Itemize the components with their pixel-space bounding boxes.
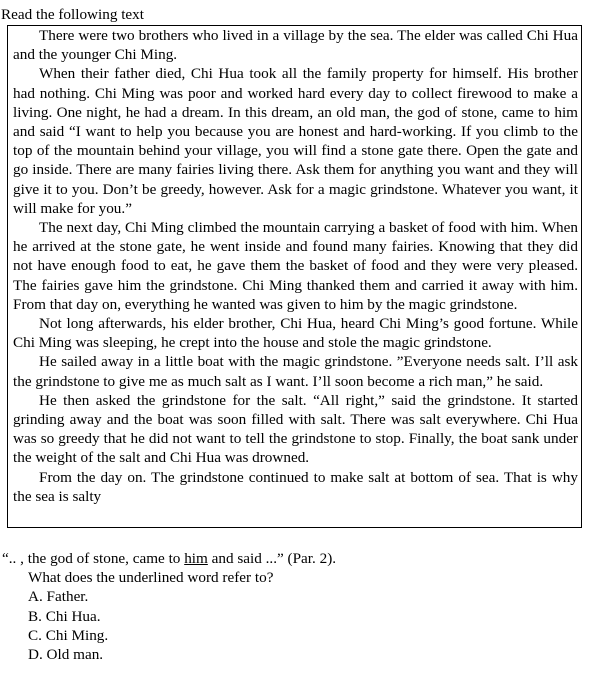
instruction-text: Read the following text: [1, 6, 144, 23]
option-d[interactable]: D. Old man.: [28, 646, 104, 664]
option-b[interactable]: B. Chi Hua.: [28, 607, 101, 625]
passage-paragraph-4: Not long afterwards, his elder brother, Chi Hua, heard Chi Ming’s good fortune. While Chi Ming was sleeping, he crept into the house and stole the magic grindstone.: [13, 315, 578, 352]
passage-paragraph-2: When their father died, Chi Hua took all the family property for himself. His brother had nothing. Chi Ming was poor and worked hard every day to collect firewood to make a living. One night, he had a dream. In this dream, an old man, the god of stone, came to him and said “I want to help you because you are honest and hard-working. If you climb to the top of the mountain behind your village, you will find a stone gate there. Open the gate and go inside. There are many fairies living there. Ask them for anything you want and they will give it to you. Don’t be greedy, however. Ask for a magic grindstone. Whatever you want, it will make for you.”: [13, 65, 578, 217]
passage-paragraph-7: From the day on. The grindstone continued to make salt at bottom of sea. That is why the sea is salty: [13, 468, 578, 505]
question-stem: [2, 549, 592, 568]
passage-paragraph-3: The next day, Chi Ming climbed the mountain carrying a basket of food with him. When he arrived at the stone gate, he went inside and found many fairies. Knowing that they did not have enough food to eat, he gave them the basket of food and they were very pleased. The fairies gave him the grindstone. Chi Ming thanked them and carried it away with him. From that day on, everything he wanted was given to him by the magic grindstone.: [13, 219, 578, 313]
question-stem-before: “.. , the god of stone, came to: [2, 550, 185, 567]
question-prompt: What does the underlined word refer to?: [28, 569, 274, 587]
underlined-word: him: [184, 550, 208, 567]
question-stem-after: and said ...” (Par. 2).: [207, 550, 337, 567]
question-block: [2, 549, 592, 664]
passage-box: [7, 25, 582, 528]
passage-paragraph-6: He then asked the grindstone for the salt. “All right,” said the grindstone. It started grinding away and the boat was soon filled with salt. There was salt everywhere. Chi Hua was so greedy that he did not want to tell the grindstone to stop. Finally, the boat sank under the weight of the salt and Chi Hua was drowned.: [13, 391, 578, 467]
option-a[interactable]: A. Father.: [28, 588, 89, 606]
passage-paragraph-5: He sailed away in a little boat with the magic grindstone. ”Everyone needs salt. I’ll ask the grindstone to give me as much salt as I want. I’ll soon become a rich man,” he said.: [13, 353, 578, 390]
answer-options: [2, 587, 592, 664]
option-c[interactable]: C. Chi Ming.: [28, 626, 109, 644]
passage-paragraph-1: There were two brothers who lived in a village by the sea. The elder was called Chi Hua and the younger Chi Ming.: [13, 27, 578, 64]
